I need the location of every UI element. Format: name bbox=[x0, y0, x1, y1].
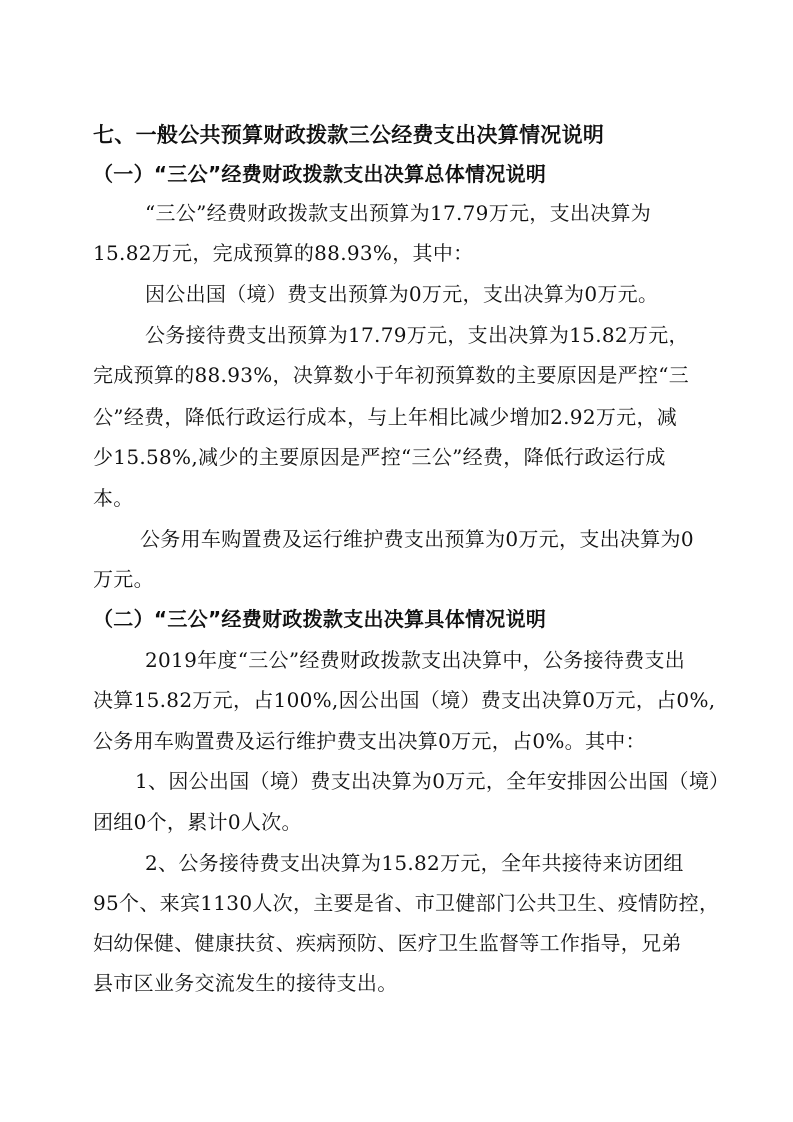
section-2-paragraph-1-line-3: 公务用车购置费及运行维护费支出决算0万元，占0%。其中： bbox=[93, 729, 646, 753]
section-1-paragraph-3-line-4: 少15.58%,减少的主要原因是严控“三公”经费，降低行政运行成 bbox=[93, 445, 666, 469]
section-2-paragraph-3-line-1: 2、公务接待费支出决算为15.82万元，全年共接待来访团组 bbox=[145, 851, 684, 875]
section-2-paragraph-1-line-2: 决算15.82万元，占100%,因公出国（境）费支出决算0万元，占0%, bbox=[93, 688, 716, 712]
section-1-title: （一）“三公”经费财政拨款支出决算总体情况说明 bbox=[93, 162, 547, 186]
section-2-paragraph-2-line-2: 团组0个，累计0人次。 bbox=[93, 810, 302, 834]
section-1-paragraph-3-line-5: 本。 bbox=[93, 486, 134, 510]
section-2-paragraph-1-line-1: 2019年度“三公”经费财政拨款支出决算中，公务接待费支出 bbox=[145, 648, 686, 672]
section-1-paragraph-3-line-1: 公务接待费支出预算为17.79万元，支出决算为15.82万元， bbox=[145, 323, 689, 347]
section-1-paragraph-4-line-2: 万元。 bbox=[93, 567, 154, 591]
section-1-paragraph-3-line-3: 公”经费，降低行政运行成本，与上年相比减少增加2.92万元，减 bbox=[93, 405, 678, 429]
section-2-paragraph-3-line-3: 妇幼保健、健康扶贫、疾病预防、医疗卫生监督等工作指导，兄弟 bbox=[93, 931, 682, 955]
section-1-paragraph-2-line-1: 因公出国（境）费支出预算为0万元，支出决算为0万元。 bbox=[145, 282, 659, 306]
section-2-paragraph-3-line-4: 县市区业务交流发生的接待支出。 bbox=[93, 971, 398, 995]
section-2-paragraph-2-line-1: 1、因公出国（境）费支出决算为0万元，全年安排因公出国（境） bbox=[135, 769, 730, 793]
section-2-paragraph-3-line-2: 95个、来宾1130人次，主要是省、市卫健部门公共卫生、疫情防控， bbox=[93, 891, 720, 915]
section-1-paragraph-3-line-2: 完成预算的88.93%，决算数小于年初预算数的主要原因是严控“三 bbox=[93, 363, 690, 387]
section-2-title: （二）“三公”经费财政拨款支出决算具体情况说明 bbox=[93, 607, 547, 631]
section-1-paragraph-1-line-1: “三公”经费财政拨款支出预算为17.79万元，支出决算为 bbox=[145, 201, 652, 225]
document-heading: 七、一般公共预算财政拨款三公经费支出决算情况说明 bbox=[93, 123, 605, 147]
section-1-paragraph-1-line-2: 15.82万元，完成预算的88.93%，其中： bbox=[93, 241, 474, 265]
section-1-paragraph-4-line-1: 公务用车购置费及运行维护费支出预算为0万元，支出决算为0 bbox=[140, 527, 694, 551]
